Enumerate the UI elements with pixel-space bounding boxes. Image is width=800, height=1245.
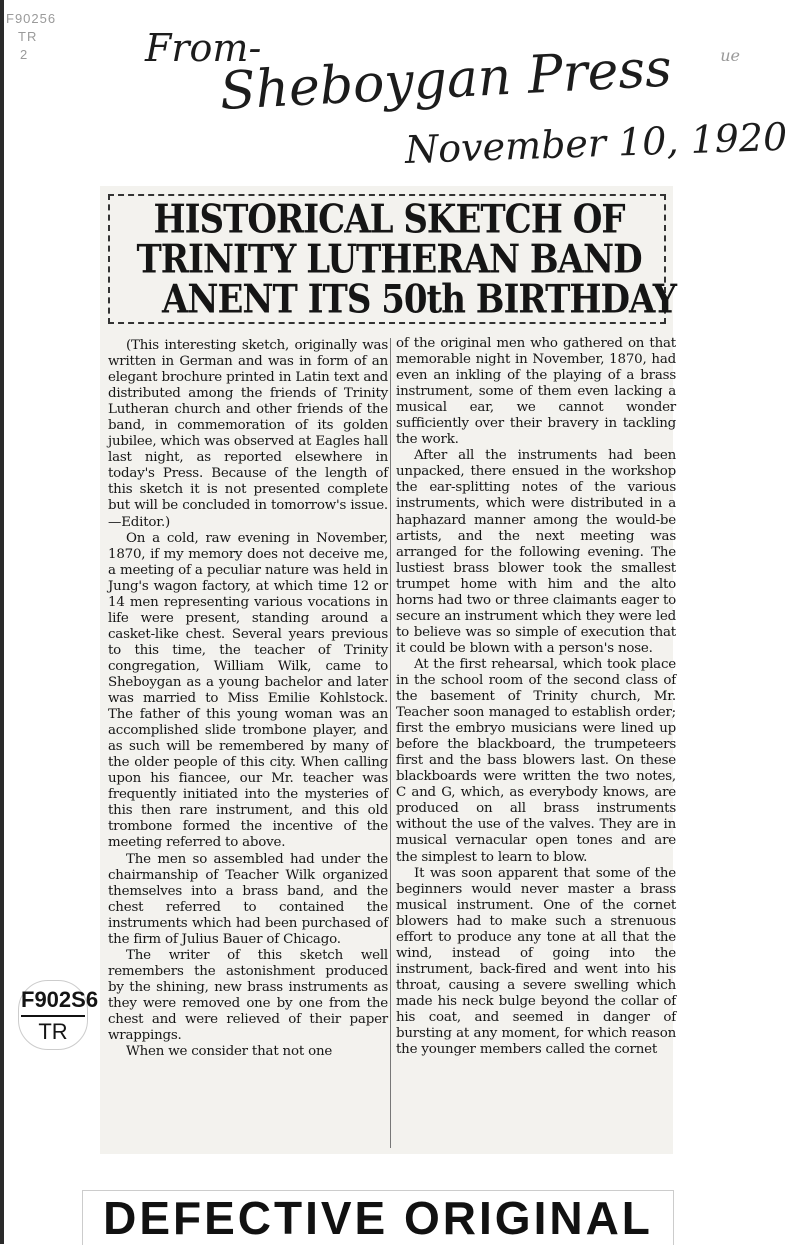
article-paragraph: (This interesting sketch, originally was written in German and was in form of an elegant brochure printed in Latin text and distributed among the friends of Trinity Lutheran church and other friends of the band, in commemoration of its golden jubilee, which was observed at Eagles hall last night, as reported elsewhere in today's Press. Because of the length of this sketch it is not presented complete but will be concluded in tomorrow's issue.—Editor.) bbox=[108, 338, 388, 530]
headline-box bbox=[108, 194, 676, 324]
scan-edge bbox=[0, 0, 4, 1244]
article-paragraph: On a cold, raw evening in November, 1870, if my memory does not deceive me, a meeting of a peculiar nature was held in Jung's wagon factory, at which time 12 or 14 men representing various vocations in life were present, standing around a casket-like chest. Several years previous to this time, the teacher of Trinity congregation, William Wilk, came to Sheboygan as a young bachelor and later was married to Miss Emilie Kohlstock. The father of this young woman was an accomplished slide trombone player, and as such will be remembered by many of the older people of this city. When calling upon his fiancee, our Mr. teacher was frequently initiated into the mysteries of this then rare instrument, and this old trombone formed the incentive of the meeting referred to above. bbox=[108, 530, 388, 851]
article-column-right bbox=[396, 336, 676, 1058]
column-divider bbox=[390, 338, 391, 1148]
article-column-left bbox=[108, 338, 388, 1060]
article-paragraph: When we consider that not one bbox=[126, 1044, 333, 1060]
article-paragraph: The men so assembled had under the chairmanship of Teacher Wilk organized themselves into a brass band, and the chest referred to contained the instruments which had been purchased of the firm of Julius Bauer of Chicago. bbox=[108, 851, 388, 947]
article-paragraph: At the first rehearsal, which took place in the school room of the second class of the basement of Trinity church, Mr. Teacher soon managed to establish order; first the embryo musicians were lined up before the blackboard, the trumpeteers first and the bass blowers last. On these blackboards were written the two notes, C and G, which, as everybody knows, are produced on all brass instruments without the use of the valves. They are in musical vernacular open tones and are the simplest to learn to blow. bbox=[396, 656, 676, 865]
archive-corner-mark bbox=[6, 10, 86, 64]
defective-original-stamp: DEFECTIVE ORIGINAL bbox=[82, 1190, 674, 1245]
corner-mark-line: TR bbox=[18, 29, 38, 44]
article-paragraph: It was soon apparent that some of the beginners would never master a brass musical instrument. One of the cornet blowers had to make such a strenuous effort to produce any tone at all that the wind, instead of going into the instrument, back-fired and went into his throat, causing a severe swelling which made his neck bulge beyond the collar of his coat, and seemed in danger of bursting at any moment, for which reason the younger members called the cornet bbox=[396, 865, 676, 1058]
handwritten-from: From- bbox=[145, 26, 262, 70]
headline-line-3: ANENT ITS 50th BIRTHDAY bbox=[162, 277, 676, 323]
article-paragraph: of the original men who gathered on that memorable night in November, 1870, had even an inkling of the playing of a brass instrument, some of them even lacking a musical ear, we cannot wonder sufficiently over their bravery in tackling the work. bbox=[396, 336, 676, 448]
corner-mark-line: F90256 bbox=[6, 11, 57, 26]
handwritten-publication: Sheboygan Press bbox=[218, 38, 674, 122]
headline-line-2: TRINITY LUTHERAN BAND bbox=[136, 237, 642, 283]
headline-line-1: HISTORICAL SKETCH OF bbox=[153, 197, 625, 243]
corner-mark-line: 2 bbox=[20, 47, 29, 62]
archive-side-note bbox=[18, 980, 99, 1050]
handwritten-initials: ue bbox=[720, 46, 740, 65]
article-paragraph: The writer of this sketch well remembers the astonishment produced by the shining, new brass instruments as they were removed one by one from the chest and were relieved of their paper wrappings. bbox=[108, 947, 388, 1044]
side-note-letters: TR bbox=[38, 1019, 68, 1044]
handwritten-date: November 10, 1920 bbox=[404, 114, 788, 172]
side-note-number: F902S6 bbox=[21, 985, 85, 1017]
article-paragraph: After all the instruments had been unpacked, there ensued in the workshop the ear-splitting notes of the various instruments, which were distributed in a haphazard manner among the would-be artists, and the next meeting was arranged for the following evening. The lustiest brass blower took the smallest trumpet home with him and the alto horns had two or three claimants eager to secure an instrument which they were led to believe was so simple of execution that it could be blown with a person's nose. bbox=[396, 448, 676, 656]
